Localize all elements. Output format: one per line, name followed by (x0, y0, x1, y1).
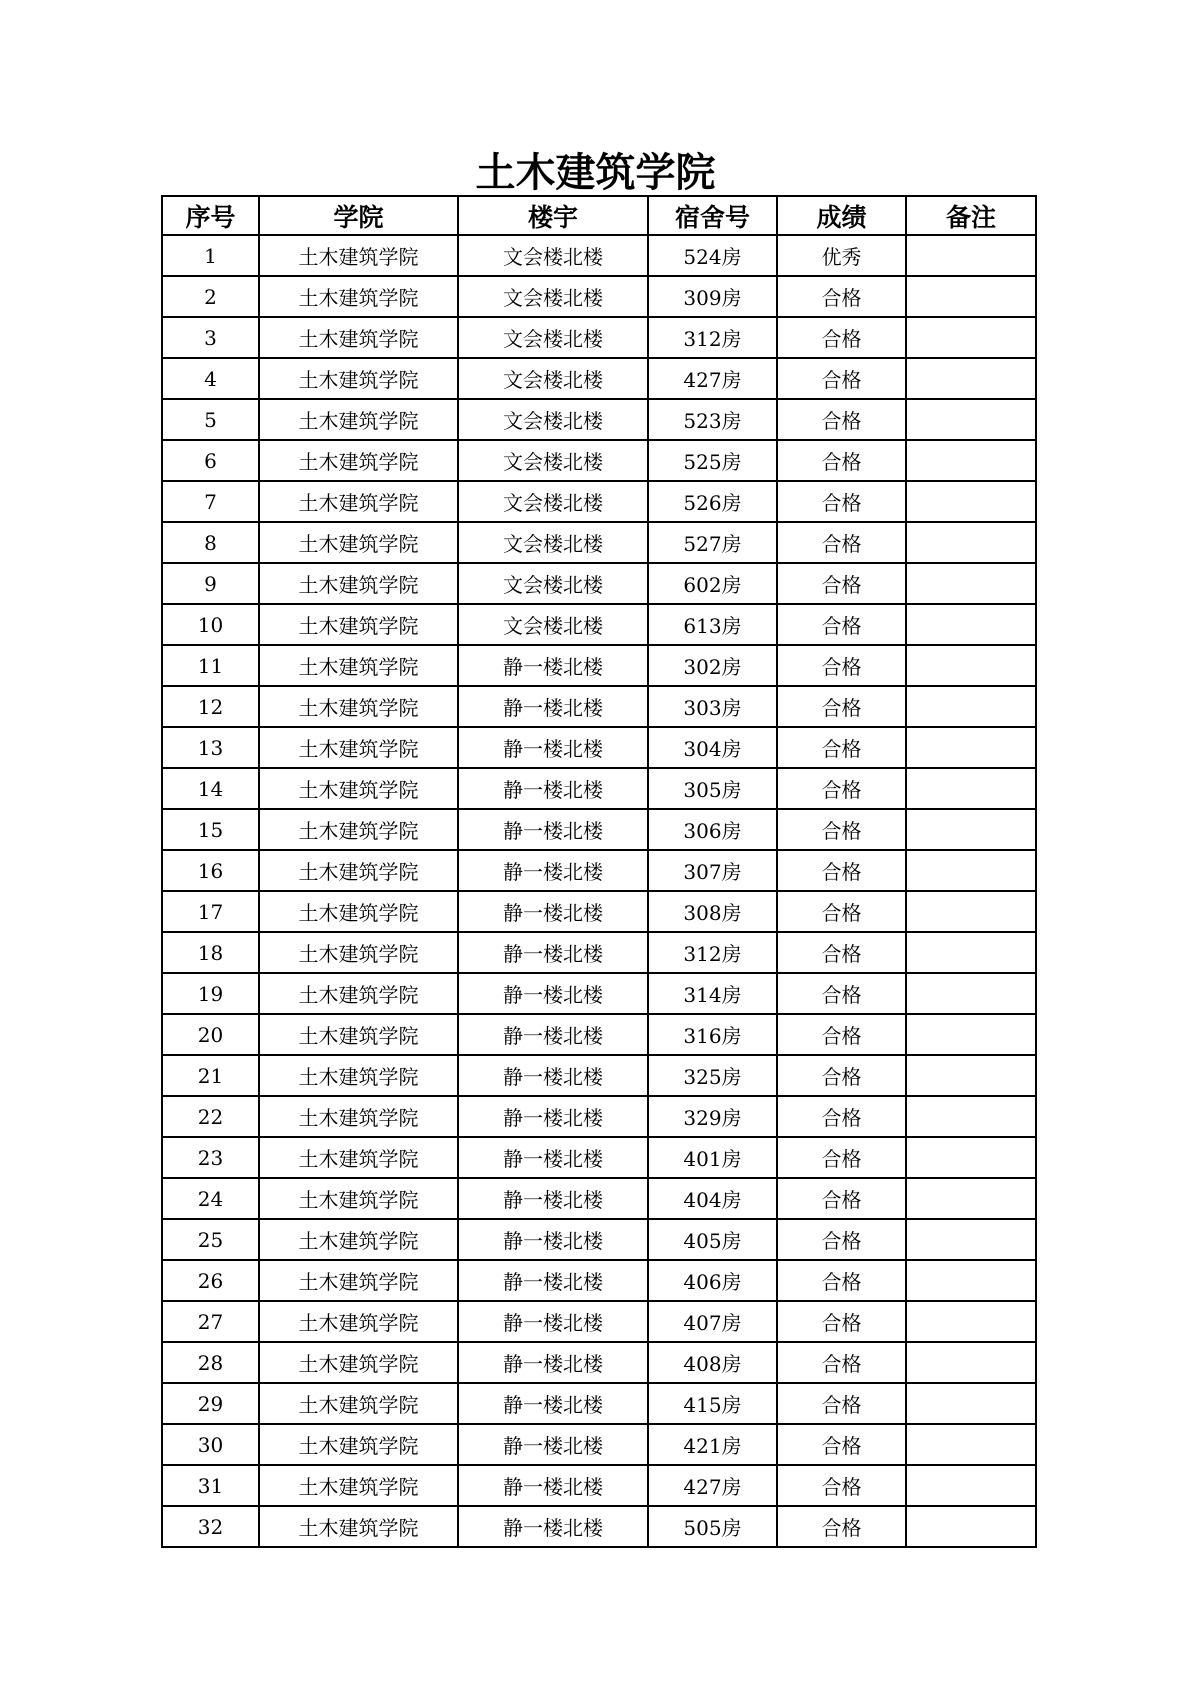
cell-room: 523房 (648, 399, 777, 440)
cell-note (906, 1219, 1036, 1260)
table-row (162, 358, 1036, 399)
cell-college: 土木建筑学院 (259, 1465, 458, 1506)
cell-room: 307房 (648, 850, 777, 891)
cell-grade: 合格 (777, 1096, 906, 1137)
cell-serial: 1 (162, 235, 259, 276)
cell-serial: 31 (162, 1465, 259, 1506)
table-row (162, 1383, 1036, 1424)
cell-serial: 30 (162, 1424, 259, 1465)
cell-serial: 7 (162, 481, 259, 522)
cell-grade: 合格 (777, 1137, 906, 1178)
cell-college: 土木建筑学院 (259, 1383, 458, 1424)
cell-grade: 合格 (777, 1465, 906, 1506)
cell-grade: 合格 (777, 440, 906, 481)
cell-serial: 21 (162, 1055, 259, 1096)
cell-serial: 5 (162, 399, 259, 440)
cell-serial: 24 (162, 1178, 259, 1219)
header-grade: 成绩 (777, 196, 906, 235)
cell-grade: 合格 (777, 276, 906, 317)
cell-college: 土木建筑学院 (259, 1055, 458, 1096)
cell-college: 土木建筑学院 (259, 276, 458, 317)
cell-room: 505房 (648, 1506, 777, 1547)
cell-serial: 32 (162, 1506, 259, 1547)
cell-building: 静一楼北楼 (458, 1301, 648, 1342)
table-row (162, 768, 1036, 809)
cell-grade: 合格 (777, 809, 906, 850)
table-header-row (162, 196, 1036, 235)
cell-college: 土木建筑学院 (259, 604, 458, 645)
cell-grade: 合格 (777, 727, 906, 768)
cell-note (906, 645, 1036, 686)
cell-room: 316房 (648, 1014, 777, 1055)
cell-college: 土木建筑学院 (259, 235, 458, 276)
cell-college: 土木建筑学院 (259, 809, 458, 850)
table-row (162, 440, 1036, 481)
cell-note (906, 1178, 1036, 1219)
cell-note (906, 1014, 1036, 1055)
cell-college: 土木建筑学院 (259, 891, 458, 932)
cell-room: 613房 (648, 604, 777, 645)
cell-note (906, 932, 1036, 973)
table-row (162, 481, 1036, 522)
cell-serial: 8 (162, 522, 259, 563)
cell-note (906, 727, 1036, 768)
cell-room: 407房 (648, 1301, 777, 1342)
cell-serial: 6 (162, 440, 259, 481)
cell-grade: 合格 (777, 358, 906, 399)
cell-note (906, 809, 1036, 850)
cell-note (906, 317, 1036, 358)
cell-college: 土木建筑学院 (259, 850, 458, 891)
cell-room: 312房 (648, 317, 777, 358)
dormitory-table (161, 195, 1037, 1548)
header-note: 备注 (906, 196, 1036, 235)
cell-building: 文会楼北楼 (458, 563, 648, 604)
cell-room: 526房 (648, 481, 777, 522)
cell-building: 静一楼北楼 (458, 1137, 648, 1178)
cell-serial: 25 (162, 1219, 259, 1260)
cell-note (906, 399, 1036, 440)
cell-room: 329房 (648, 1096, 777, 1137)
cell-serial: 27 (162, 1301, 259, 1342)
cell-serial: 19 (162, 973, 259, 1014)
cell-room: 602房 (648, 563, 777, 604)
cell-college: 土木建筑学院 (259, 1506, 458, 1547)
table-row (162, 850, 1036, 891)
cell-note (906, 1096, 1036, 1137)
cell-college: 土木建筑学院 (259, 1342, 458, 1383)
cell-grade: 合格 (777, 1178, 906, 1219)
table-row (162, 645, 1036, 686)
cell-room: 524房 (648, 235, 777, 276)
cell-serial: 9 (162, 563, 259, 604)
cell-room: 401房 (648, 1137, 777, 1178)
cell-college: 土木建筑学院 (259, 358, 458, 399)
cell-serial: 15 (162, 809, 259, 850)
cell-grade: 合格 (777, 604, 906, 645)
cell-grade: 合格 (777, 1055, 906, 1096)
cell-grade: 合格 (777, 1383, 906, 1424)
cell-room: 306房 (648, 809, 777, 850)
cell-grade: 合格 (777, 768, 906, 809)
cell-note (906, 1383, 1036, 1424)
cell-building: 静一楼北楼 (458, 1506, 648, 1547)
cell-building: 静一楼北楼 (458, 727, 648, 768)
cell-room: 314房 (648, 973, 777, 1014)
header-college: 学院 (259, 196, 458, 235)
cell-building: 文会楼北楼 (458, 317, 648, 358)
cell-building: 静一楼北楼 (458, 645, 648, 686)
table-row (162, 727, 1036, 768)
cell-serial: 3 (162, 317, 259, 358)
cell-building: 静一楼北楼 (458, 809, 648, 850)
cell-college: 土木建筑学院 (259, 727, 458, 768)
cell-note (906, 1260, 1036, 1301)
cell-note (906, 1055, 1036, 1096)
cell-grade: 合格 (777, 1301, 906, 1342)
cell-building: 静一楼北楼 (458, 850, 648, 891)
cell-building: 静一楼北楼 (458, 891, 648, 932)
cell-college: 土木建筑学院 (259, 1219, 458, 1260)
cell-college: 土木建筑学院 (259, 522, 458, 563)
cell-room: 408房 (648, 1342, 777, 1383)
table-row (162, 399, 1036, 440)
cell-college: 土木建筑学院 (259, 440, 458, 481)
cell-serial: 18 (162, 932, 259, 973)
table-row (162, 973, 1036, 1014)
cell-room: 421房 (648, 1424, 777, 1465)
cell-room: 312房 (648, 932, 777, 973)
cell-serial: 17 (162, 891, 259, 932)
table-row (162, 1342, 1036, 1383)
header-room: 宿舍号 (648, 196, 777, 235)
table-row (162, 1219, 1036, 1260)
cell-serial: 12 (162, 686, 259, 727)
cell-college: 土木建筑学院 (259, 481, 458, 522)
cell-grade: 合格 (777, 317, 906, 358)
cell-note (906, 1342, 1036, 1383)
cell-building: 静一楼北楼 (458, 1055, 648, 1096)
table-row (162, 317, 1036, 358)
cell-college: 土木建筑学院 (259, 399, 458, 440)
table-row (162, 686, 1036, 727)
cell-grade: 合格 (777, 563, 906, 604)
cell-college: 土木建筑学院 (259, 932, 458, 973)
cell-building: 静一楼北楼 (458, 1014, 648, 1055)
cell-serial: 23 (162, 1137, 259, 1178)
cell-college: 土木建筑学院 (259, 973, 458, 1014)
cell-building: 静一楼北楼 (458, 1219, 648, 1260)
cell-college: 土木建筑学院 (259, 645, 458, 686)
cell-college: 土木建筑学院 (259, 317, 458, 358)
table-body (162, 235, 1036, 1547)
cell-grade: 合格 (777, 1014, 906, 1055)
cell-note (906, 1465, 1036, 1506)
cell-building: 静一楼北楼 (458, 932, 648, 973)
cell-grade: 合格 (777, 850, 906, 891)
cell-note (906, 1301, 1036, 1342)
cell-grade: 合格 (777, 1219, 906, 1260)
cell-grade: 合格 (777, 686, 906, 727)
cell-note (906, 276, 1036, 317)
cell-building: 静一楼北楼 (458, 1383, 648, 1424)
table-row (162, 1055, 1036, 1096)
cell-building: 文会楼北楼 (458, 440, 648, 481)
table-row (162, 522, 1036, 563)
table-row (162, 604, 1036, 645)
cell-building: 静一楼北楼 (458, 1178, 648, 1219)
cell-building: 静一楼北楼 (458, 1424, 648, 1465)
cell-building: 文会楼北楼 (458, 522, 648, 563)
cell-room: 405房 (648, 1219, 777, 1260)
cell-grade: 合格 (777, 481, 906, 522)
cell-building: 静一楼北楼 (458, 1465, 648, 1506)
cell-room: 525房 (648, 440, 777, 481)
cell-room: 415房 (648, 1383, 777, 1424)
cell-grade: 合格 (777, 891, 906, 932)
cell-building: 文会楼北楼 (458, 276, 648, 317)
cell-note (906, 686, 1036, 727)
cell-building: 文会楼北楼 (458, 481, 648, 522)
cell-college: 土木建筑学院 (259, 1301, 458, 1342)
cell-grade: 合格 (777, 522, 906, 563)
cell-grade: 合格 (777, 645, 906, 686)
cell-serial: 11 (162, 645, 259, 686)
cell-serial: 29 (162, 1383, 259, 1424)
cell-note (906, 1424, 1036, 1465)
cell-college: 土木建筑学院 (259, 1096, 458, 1137)
cell-serial: 20 (162, 1014, 259, 1055)
cell-college: 土木建筑学院 (259, 686, 458, 727)
cell-room: 427房 (648, 358, 777, 399)
cell-note (906, 235, 1036, 276)
cell-college: 土木建筑学院 (259, 1014, 458, 1055)
cell-note (906, 358, 1036, 399)
cell-serial: 16 (162, 850, 259, 891)
cell-room: 427房 (648, 1465, 777, 1506)
cell-note (906, 481, 1036, 522)
cell-grade: 优秀 (777, 235, 906, 276)
cell-building: 文会楼北楼 (458, 358, 648, 399)
cell-serial: 26 (162, 1260, 259, 1301)
cell-room: 303房 (648, 686, 777, 727)
header-building: 楼宇 (458, 196, 648, 235)
cell-room: 406房 (648, 1260, 777, 1301)
cell-note (906, 440, 1036, 481)
table-row (162, 235, 1036, 276)
cell-building: 文会楼北楼 (458, 399, 648, 440)
table-row (162, 1301, 1036, 1342)
cell-serial: 4 (162, 358, 259, 399)
cell-building: 静一楼北楼 (458, 686, 648, 727)
table-row (162, 1137, 1036, 1178)
table-row (162, 1096, 1036, 1137)
cell-building: 文会楼北楼 (458, 235, 648, 276)
cell-serial: 22 (162, 1096, 259, 1137)
cell-college: 土木建筑学院 (259, 1260, 458, 1301)
cell-building: 静一楼北楼 (458, 768, 648, 809)
cell-college: 土木建筑学院 (259, 1424, 458, 1465)
table-row (162, 1014, 1036, 1055)
cell-serial: 13 (162, 727, 259, 768)
header-serial: 序号 (162, 196, 259, 235)
cell-note (906, 768, 1036, 809)
page-title: 土木建筑学院 (475, 150, 716, 196)
cell-note (906, 1506, 1036, 1547)
table-row (162, 1424, 1036, 1465)
cell-note (906, 522, 1036, 563)
cell-room: 308房 (648, 891, 777, 932)
table-row (162, 809, 1036, 850)
cell-serial: 28 (162, 1342, 259, 1383)
cell-room: 527房 (648, 522, 777, 563)
table-row (162, 1465, 1036, 1506)
cell-room: 309房 (648, 276, 777, 317)
cell-note (906, 563, 1036, 604)
cell-room: 325房 (648, 1055, 777, 1096)
cell-note (906, 850, 1036, 891)
cell-note (906, 1137, 1036, 1178)
cell-grade: 合格 (777, 1424, 906, 1465)
table-row (162, 1178, 1036, 1219)
cell-serial: 2 (162, 276, 259, 317)
table-row (162, 891, 1036, 932)
cell-building: 静一楼北楼 (458, 973, 648, 1014)
cell-building: 静一楼北楼 (458, 1342, 648, 1383)
cell-room: 304房 (648, 727, 777, 768)
cell-room: 404房 (648, 1178, 777, 1219)
cell-college: 土木建筑学院 (259, 1137, 458, 1178)
table-row (162, 563, 1036, 604)
cell-grade: 合格 (777, 1260, 906, 1301)
cell-college: 土木建筑学院 (259, 768, 458, 809)
cell-note (906, 891, 1036, 932)
cell-serial: 10 (162, 604, 259, 645)
cell-room: 302房 (648, 645, 777, 686)
table-row (162, 932, 1036, 973)
cell-grade: 合格 (777, 973, 906, 1014)
cell-building: 静一楼北楼 (458, 1260, 648, 1301)
cell-college: 土木建筑学院 (259, 563, 458, 604)
cell-note (906, 973, 1036, 1014)
table-row (162, 1506, 1036, 1547)
cell-note (906, 604, 1036, 645)
cell-serial: 14 (162, 768, 259, 809)
cell-building: 静一楼北楼 (458, 1096, 648, 1137)
cell-college: 土木建筑学院 (259, 1178, 458, 1219)
cell-room: 305房 (648, 768, 777, 809)
cell-grade: 合格 (777, 1506, 906, 1547)
cell-grade: 合格 (777, 932, 906, 973)
cell-grade: 合格 (777, 1342, 906, 1383)
table-row (162, 1260, 1036, 1301)
cell-building: 文会楼北楼 (458, 604, 648, 645)
cell-grade: 合格 (777, 399, 906, 440)
table-row (162, 276, 1036, 317)
